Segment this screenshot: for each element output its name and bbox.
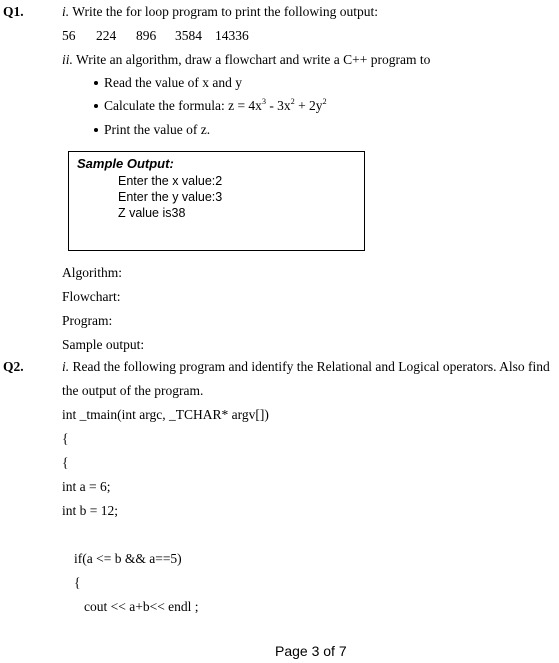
q1-part-i [62,4,378,20]
answer-label-program: Program: [62,313,113,328]
code-line-brace-open-2: { [62,455,69,470]
output-value-3: 896 [136,28,157,43]
formula-exp-2b: 2 [322,96,327,106]
formula-part-2: - 3x [265,98,291,113]
answer-label-sample-output: Sample output: [62,337,145,352]
bullet-formula [104,98,327,114]
code-line-int-b: int b = 12; [62,503,118,518]
q1-part-ii [62,52,430,68]
q2-part-i-text: Read the following program and identify the Relational and Logical operators. Also find [69,359,550,374]
q1-part-ii-text: Write an algorithm, draw a flowchart and write a C++ program to [72,52,431,67]
code-line-int-a: int a = 6; [62,479,111,494]
q2-part-i [62,359,550,375]
formula-part-3: + 2y [294,98,323,113]
bullet-dot [94,81,98,85]
output-value-2: 224 [96,28,117,43]
q1-part-ii-prefix: ii. [62,52,73,67]
sample-output-line-2: Enter the y value:3 [118,190,223,204]
bullet-dot [94,128,98,132]
code-line-if: if(a <= b && a==5) [74,551,182,566]
q1-part-i-prefix: i. [62,4,70,19]
question-number-q2: Q2. [3,359,24,374]
answer-label-flowchart: Flowchart: [62,289,121,304]
formula-exp-2a: 2 [290,96,295,106]
bullet-read-values: Read the value of x and y [104,75,242,90]
q2-part-i-prefix: i. [62,359,70,374]
q1-part-i-text: Write the for loop program to print the following output: [69,4,379,19]
bullet-dot [94,104,98,108]
code-line-brace-open-1: { [62,431,69,446]
code-line-main-signature: int _tmain(int argc, _TCHAR* argv[]) [62,407,269,422]
output-value-4: 3584 [175,28,202,43]
answer-label-algorithm: Algorithm: [62,265,122,280]
output-value-1: 56 [62,28,76,43]
code-line-brace-open-3: { [74,575,81,590]
formula-exp-3: 3 [261,96,266,106]
question-number-q1: Q1. [3,4,24,19]
page-number: Page 3 of 7 [275,643,347,659]
code-line-cout: cout << a+b<< endl ; [84,599,199,614]
formula-part-1: Calculate the formula: z = 4x [104,98,262,113]
sample-output-title: Sample Output: [77,156,174,171]
q2-part-i-continued: the output of the program. [62,383,204,398]
output-value-5: 14336 [215,28,249,43]
sample-output-line-3: Z value is38 [118,206,186,220]
bullet-print-z: Print the value of z. [104,122,211,137]
sample-output-line-1: Enter the x value:2 [118,174,223,188]
